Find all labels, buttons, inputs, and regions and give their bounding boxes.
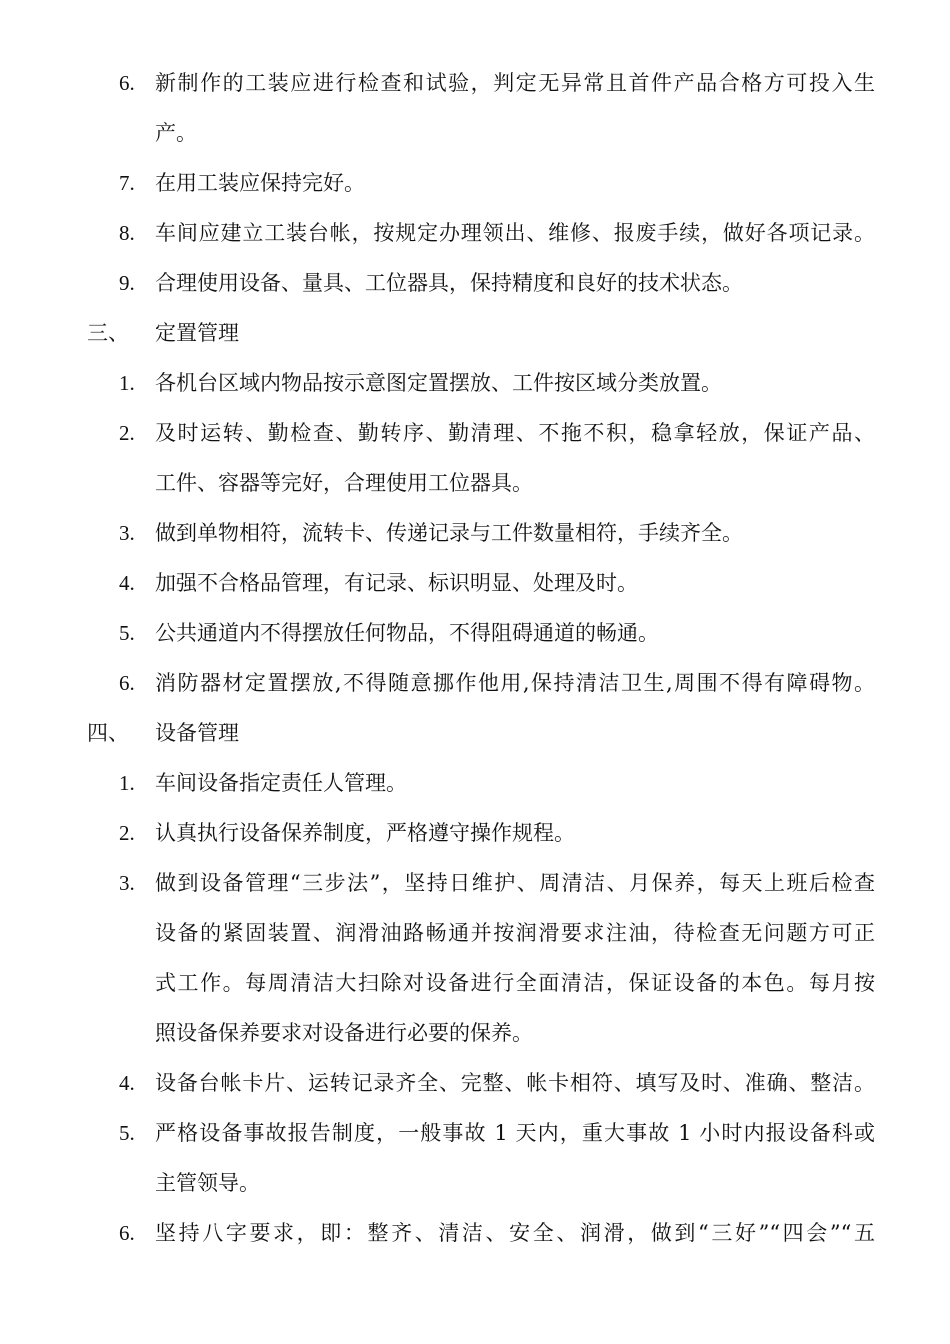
item-text: 车间应建立工装台帐，按规定办理领出、维修、报废手续，做好各项记录。 — [155, 221, 875, 245]
item-text: 各机台区域内物品按示意图定置摆放、工件按区域分类放置。 — [155, 371, 722, 395]
item-text-continuation: 照设备保养要求对设备进行必要的保养。 — [155, 1021, 533, 1045]
item-text: 在用工装应保持完好。 — [155, 171, 365, 195]
item-number: 8. — [119, 221, 135, 245]
item-number: 4. — [119, 1071, 135, 1095]
item-text-continuation: 工件、容器等完好，合理使用工位器具。 — [155, 471, 533, 495]
item-text: 严格设备事故报告制度，一般事故 1 天内，重大事故 1 小时内报设备科或 — [155, 1121, 875, 1145]
item-text-continuation: 主管领导。 — [155, 1171, 260, 1195]
item-number: 5. — [119, 621, 135, 645]
item-text: 车间设备指定责任人管理。 — [155, 771, 407, 795]
item-text-continuation: 式工作。每周清洁大扫除对设备进行全面清洁，保证设备的本色。每月按 — [155, 971, 875, 995]
item-number: 6. — [119, 671, 135, 695]
item-number: 9. — [119, 271, 135, 295]
item-number: 2. — [119, 421, 135, 445]
section-number: 三、 — [87, 321, 129, 345]
item-text: 合理使用设备、量具、工位器具，保持精度和良好的技术状态。 — [155, 271, 743, 295]
item-number: 6. — [119, 1221, 135, 1245]
section-number: 四、 — [87, 721, 129, 745]
item-number: 1. — [119, 371, 135, 395]
item-number: 7. — [119, 171, 135, 195]
item-text: 坚持八字要求，即：整齐、清洁、安全、润滑，做到“三好”“四会”“五 — [155, 1221, 875, 1245]
item-text: 新制作的工装应进行检查和试验，判定无异常且首件产品合格方可投入生 — [155, 71, 875, 95]
item-number: 3. — [119, 521, 135, 545]
item-text: 做到单物相符，流转卡、传递记录与工件数量相符，手续齐全。 — [155, 521, 743, 545]
item-number: 3. — [119, 871, 135, 895]
item-number: 5. — [119, 1121, 135, 1145]
item-number: 1. — [119, 771, 135, 795]
item-text: 公共通道内不得摆放任何物品，不得阻碍通道的畅通。 — [155, 621, 659, 645]
item-text: 加强不合格品管理，有记录、标识明显、处理及时。 — [155, 571, 638, 595]
item-number: 6. — [119, 71, 135, 95]
section-title: 设备管理 — [155, 721, 239, 745]
item-text-continuation: 设备的紧固装置、润滑油路畅通并按润滑要求注油，待检查无问题方可正 — [155, 921, 875, 945]
item-text: 做到设备管理“三步法”，坚持日维护、周清洁、月保养，每天上班后检查 — [155, 871, 875, 895]
item-text: 消防器材定置摆放,不得随意挪作他用,保持清洁卫生,周围不得有障碍物。 — [155, 671, 875, 695]
item-text-continuation: 产。 — [155, 121, 197, 145]
item-text: 及时运转、勤检查、勤转序、勤清理、不拖不积，稳拿轻放，保证产品、 — [155, 421, 875, 445]
item-number: 2. — [119, 821, 135, 845]
item-text: 认真执行设备保养制度，严格遵守操作规程。 — [155, 821, 575, 845]
item-text: 设备台帐卡片、运转记录齐全、完整、帐卡相符、填写及时、准确、整洁。 — [155, 1071, 875, 1095]
section-title: 定置管理 — [155, 321, 239, 345]
item-number: 4. — [119, 571, 135, 595]
